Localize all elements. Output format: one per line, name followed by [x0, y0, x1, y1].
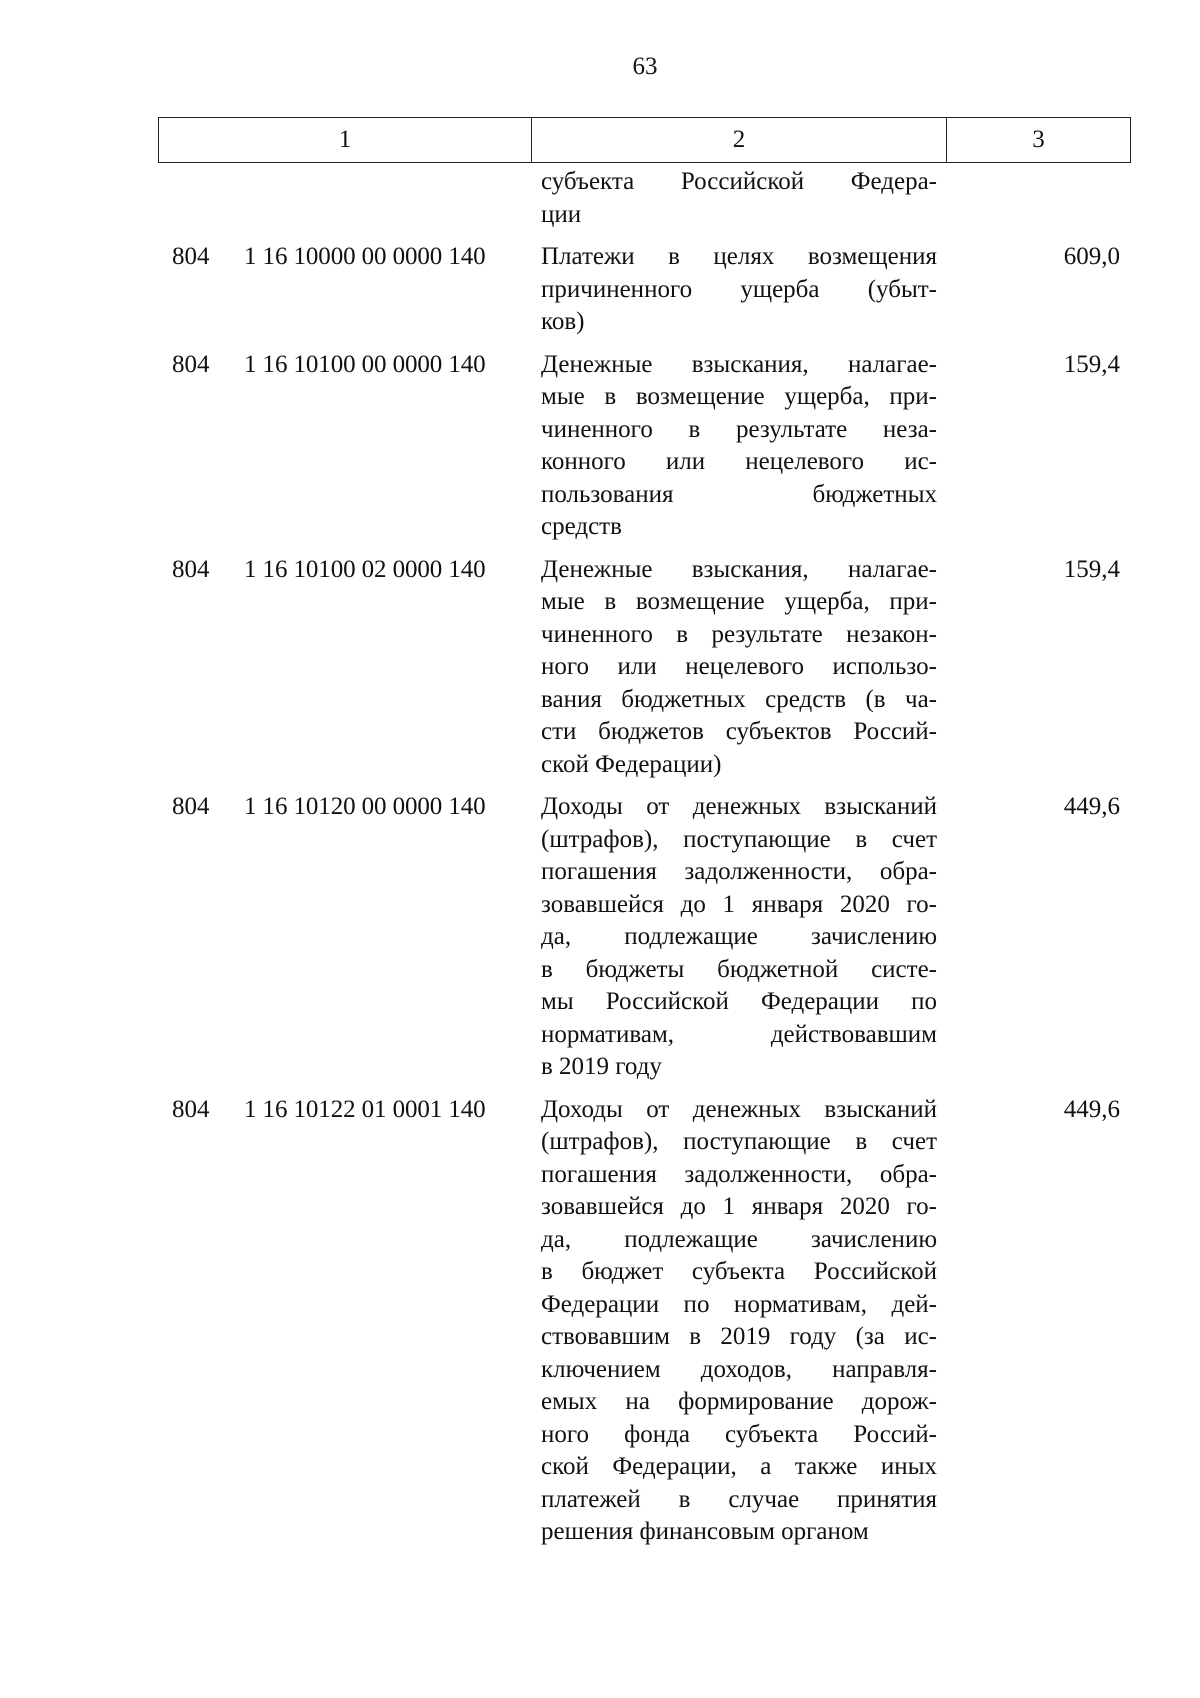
description-line: мые в возмещение ущерба, при-: [541, 588, 937, 615]
header-col-3: 3: [1032, 126, 1045, 153]
description-line: Платежи в целях возмещения: [541, 243, 937, 270]
description-line: нормативам, действовавшим: [541, 1020, 937, 1048]
description-line: в 2019 году: [541, 1053, 662, 1080]
description-line: платежей в случае принятия: [541, 1485, 937, 1513]
description-line: Доходы от денежных взысканий: [541, 793, 937, 820]
description-line: ствовавшим в 2019 году (за ис-: [541, 1323, 937, 1350]
description-line: ного или нецелевого использо-: [541, 653, 937, 680]
income-code: 1 16 10100 00 0000 140: [244, 350, 486, 378]
amount-value: 609,0: [1063, 243, 1120, 270]
description-line: пользования бюджетных: [541, 480, 937, 508]
table-header: [158, 117, 1131, 163]
description-line: Денежные взыскания, налагае-: [541, 350, 937, 378]
income-description: [541, 349, 937, 544]
description-line: мы Российской Федерации по: [541, 988, 937, 1015]
income-description: [541, 554, 937, 782]
admin-code: 804: [172, 793, 210, 820]
table-row: [158, 791, 1131, 1084]
income-code: 1 16 10122 01 0001 140: [244, 1095, 486, 1123]
description-line: ской Федерации): [541, 750, 722, 778]
table-row: [158, 554, 1131, 782]
table-row: [158, 349, 1131, 544]
description-line: Федерации по нормативам, дей-: [541, 1290, 937, 1318]
admin-code: 804: [172, 350, 210, 378]
admin-code: 804: [172, 243, 210, 270]
description-line: ков): [541, 308, 585, 335]
description-line: средств: [541, 513, 622, 540]
description-line: причиненного ущерба (убыт-: [541, 275, 937, 303]
description-line: Денежные взыскания, налагае-: [541, 555, 937, 583]
description-line: ской Федерации, а также иных: [541, 1453, 937, 1480]
description-line: погашения задолженности, обра-: [541, 1160, 937, 1188]
amount-value: 449,6: [1063, 793, 1120, 820]
income-description: [541, 791, 937, 1084]
description-line: зовавшейся до 1 января 2020 го-: [541, 890, 937, 918]
amount-value: 159,4: [1063, 350, 1120, 378]
income-description: [541, 166, 937, 231]
description-line: Доходы от денежных взысканий: [541, 1095, 937, 1123]
description-line: сти бюджетов субъектов Россий-: [541, 718, 937, 745]
description-line: ции: [541, 200, 582, 228]
amount-value: 159,4: [1063, 555, 1120, 583]
description-line: емых на формирование дорож-: [541, 1388, 937, 1415]
description-line: в бюджеты бюджетной систе-: [541, 955, 937, 983]
income-code: 1 16 10120 00 0000 140: [244, 793, 486, 820]
income-code: 1 16 10000 00 0000 140: [244, 243, 486, 270]
description-line: зовавшейся до 1 января 2020 го-: [541, 1193, 937, 1220]
description-line: ключением доходов, направля-: [541, 1355, 937, 1383]
page-number: 63: [632, 53, 658, 80]
description-line: мые в возмещение ущерба, при-: [541, 383, 937, 410]
description-line: чиненного в результате неза-: [541, 415, 937, 443]
header-col-2: 2: [532, 118, 947, 162]
income-description: [541, 241, 937, 339]
description-line: в бюджет субъекта Российской: [541, 1258, 937, 1285]
header-col-1: 1: [159, 118, 532, 162]
income-description: [541, 1094, 937, 1549]
description-line: чиненного в результате незакон-: [541, 620, 937, 648]
description-line: ного фонда субъекта Россий-: [541, 1420, 937, 1448]
description-line: субъекта Российской Федера-: [541, 168, 937, 195]
description-line: погашения задолженности, обра-: [541, 858, 937, 885]
description-line: да, подлежащие зачислению: [541, 1225, 937, 1253]
description-line: вания бюджетных средств (в ча-: [541, 685, 937, 713]
description-line: решения финансовым органом: [541, 1518, 869, 1545]
table-body: [158, 166, 1131, 1559]
description-line: конного или нецелевого ис-: [541, 448, 937, 475]
description-line: (штрафов), поступающие в счет: [541, 1128, 937, 1155]
description-line: да, подлежащие зачислению: [541, 923, 937, 950]
income-code: 1 16 10100 02 0000 140: [244, 555, 486, 583]
admin-code: 804: [172, 555, 210, 583]
description-line: (штрафов), поступающие в счет: [541, 825, 937, 853]
table-row: [158, 166, 1131, 231]
admin-code: 804: [172, 1095, 210, 1123]
amount-value: 449,6: [1063, 1095, 1120, 1123]
table-row: [158, 1094, 1131, 1549]
table-row: [158, 241, 1131, 339]
